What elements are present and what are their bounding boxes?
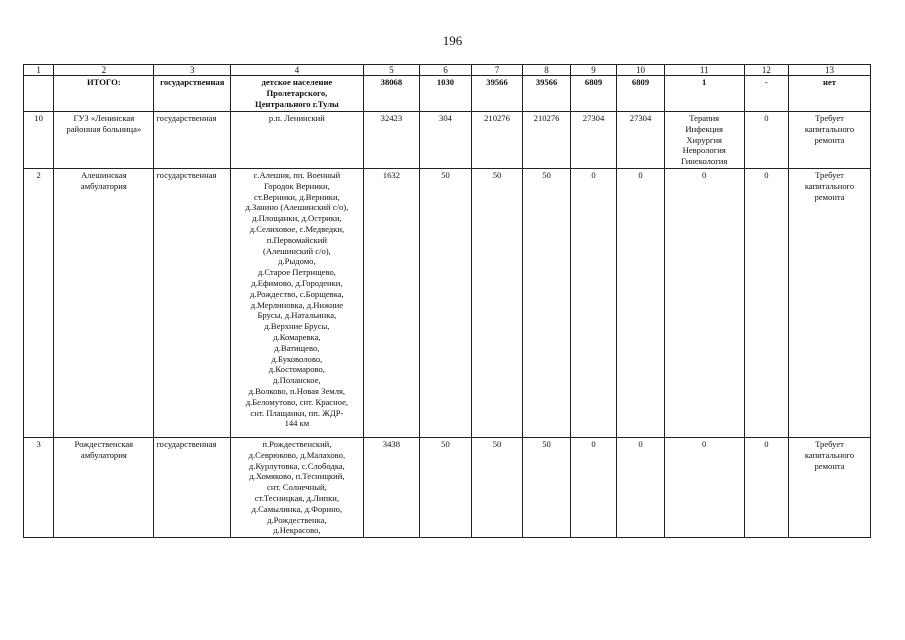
service-area-cell: п.Рождественский, д.Севрюково, д.Малахово, д.Курлутовка, с.Слободка, д.Хомяково, п.Тесницкий, снт. Солнечный, ст.Тесницкая, д.Липки, д.Самылинка, д.Форино, д.Рождественка, д.Некрасово, [231, 438, 363, 538]
column-number: 12 [744, 65, 788, 76]
table-row-total [24, 76, 871, 112]
row-number-cell: 3 [24, 438, 54, 538]
value-cell: 27304 [617, 112, 665, 169]
facility-name-cell: ИТОГО: [54, 76, 154, 112]
column-number: 6 [420, 65, 472, 76]
service-area-cell: детское население Пролетарского, Центрального г.Тулы [231, 76, 363, 112]
condition-cell: нет [789, 76, 871, 112]
column-number: 7 [471, 65, 523, 76]
value-cell: 50 [420, 438, 472, 538]
column-number-row [24, 65, 871, 76]
condition-cell: Требует капитального ремонта [789, 112, 871, 169]
value-cell: 6809 [617, 76, 665, 112]
ownership-cell: государственная [154, 76, 231, 112]
value-cell: 0 [617, 438, 665, 538]
condition-cell: Требует капитального ремонта [789, 169, 871, 438]
column-number: 9 [570, 65, 616, 76]
value-cell: 50 [523, 438, 571, 538]
service-area-cell: с.Алешня, пп. Военный Городок Верники, ст.Верники, д.Верники, д.Занино (Алешинский с/о), д.Площанки, д.Острики, д.Селиховое, с.Медведки, п.Первомайский (Алешинский с/о), д.Рыдомо, д.Старое Петрищево, д.Ефимово, д.Городенки, д.Рождество, с.Борщевка, д.Мерлиновка, д.Нижние Брусы, д.Натальинка, д.Верхние Брусы, д.Комаревка, д.Ватищево, д.Буковолово, д.Костомарово, д.Поланское, д.Волково, п.Новая Земля, д.Беломутово, снт. Красное, снт. Плащанки, пп. ЖДР- 144 км [231, 169, 363, 438]
column-number: 13 [789, 65, 871, 76]
value-cell: 50 [420, 169, 472, 438]
value-cell: 210276 [523, 112, 571, 169]
condition-cell: Требует капитального ремонта [789, 438, 871, 538]
value-cell: 38068 [363, 76, 420, 112]
value-cell: 1030 [420, 76, 472, 112]
facility-name-cell: Алешинская амбулатория [54, 169, 154, 438]
facility-name-cell: Рождественская амбулатория [54, 438, 154, 538]
value-cell: 0 [570, 438, 616, 538]
page-number: 196 [442, 33, 463, 48]
ownership-cell: государственная [154, 438, 231, 538]
profile-cell: Терапия Инфекция Хирургия Неврология Гинекология [664, 112, 744, 169]
column-number: 5 [363, 65, 420, 76]
value-cell: 3438 [363, 438, 420, 538]
value-cell: 27304 [570, 112, 616, 169]
service-area-cell: р.п. Ленинский [231, 112, 363, 169]
value-cell: 39566 [523, 76, 571, 112]
value-cell: 0 [744, 169, 788, 438]
value-cell: 210276 [471, 112, 523, 169]
profile-cell: 0 [664, 438, 744, 538]
value-cell: 1632 [363, 169, 420, 438]
value-cell: 32423 [363, 112, 420, 169]
value-cell: 0 [570, 169, 616, 438]
column-number: 1 [24, 65, 54, 76]
facility-name-cell: ГУЗ «Ленинская районная больница» [54, 112, 154, 169]
table-row [24, 438, 871, 538]
column-number: 3 [154, 65, 231, 76]
table-row [24, 169, 871, 438]
ownership-cell: государственная [154, 112, 231, 169]
value-cell: 0 [744, 438, 788, 538]
row-number-cell: 2 [24, 169, 54, 438]
ownership-cell: государственная [154, 169, 231, 438]
value-cell: 0 [617, 169, 665, 438]
profile-cell: 1 [664, 76, 744, 112]
column-number: 2 [54, 65, 154, 76]
profile-cell: 0 [664, 169, 744, 438]
table-row [24, 112, 871, 169]
value-cell: - [744, 76, 788, 112]
value-cell: 50 [471, 438, 523, 538]
value-cell: 0 [744, 112, 788, 169]
column-number: 8 [523, 65, 571, 76]
column-number: 11 [664, 65, 744, 76]
column-number: 10 [617, 65, 665, 76]
column-number: 4 [231, 65, 363, 76]
value-cell: 50 [471, 169, 523, 438]
value-cell: 50 [523, 169, 571, 438]
value-cell: 304 [420, 112, 472, 169]
facilities-table [23, 64, 871, 538]
row-number-cell: 10 [24, 112, 54, 169]
value-cell: 39566 [471, 76, 523, 112]
value-cell: 6809 [570, 76, 616, 112]
row-number-cell [24, 76, 54, 112]
